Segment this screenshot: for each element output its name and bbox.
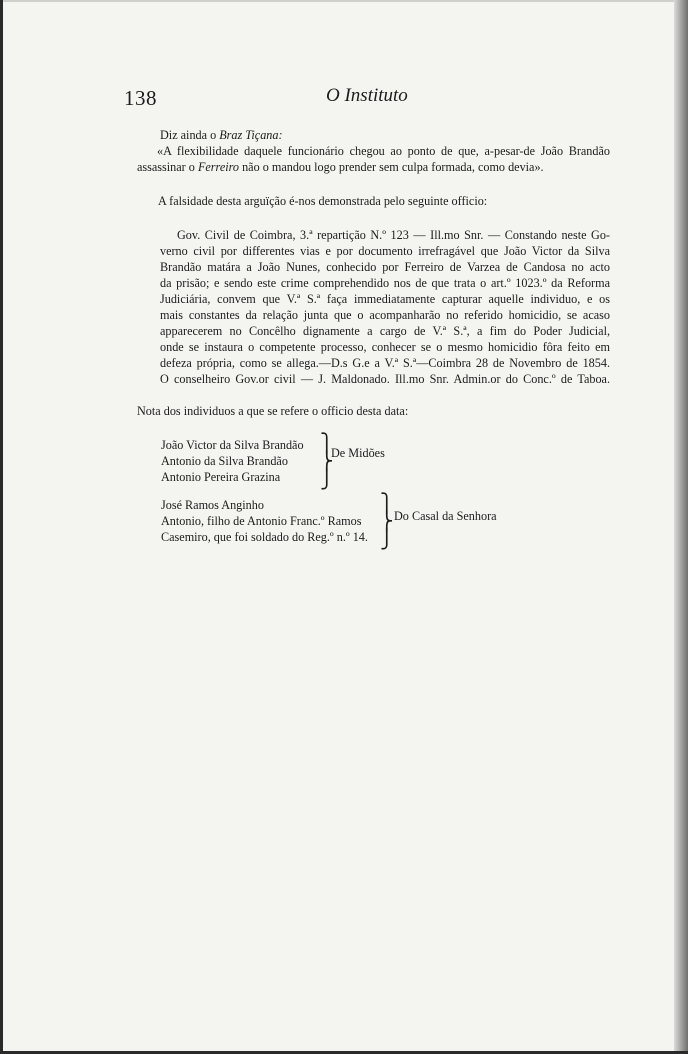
- officio-line: O conselheiro Gov.or civil — J. Maldonado. Ill.mo Snr. Admin.or do Conc.º de Taboa.: [160, 372, 610, 386]
- page-left-edge: [0, 0, 3, 1054]
- person-name: João Victor da Silva Brandão: [161, 438, 304, 452]
- person-name: Antonio da Silva Brandão: [161, 454, 288, 468]
- person-name: José Ramos Anginho: [161, 498, 264, 512]
- officio-line: Brandão matára a João Nunes, conhecido por Ferreiro de Varzea de Candosa no acto: [160, 260, 610, 274]
- brace-middle: ⎬: [320, 451, 334, 471]
- officio-line: verno civil por differentes vias e por documento irrefragável que João Victor da Silva: [160, 244, 610, 258]
- brace-bottom: ⎭: [320, 469, 334, 489]
- officio-line: da prisão; e sendo este crime comprehendido nos de que trata o art.º 1023.º da Reforma: [160, 276, 610, 290]
- place-label: Do Casal da Senhora: [394, 509, 497, 523]
- running-title: O Instituto: [326, 85, 408, 106]
- page-top-edge: [0, 0, 688, 2]
- page-fold-shadow: [674, 0, 688, 1054]
- officio-line: mais constantes da relação junta que o acompanharão no referido homicidio, se acaso: [160, 308, 610, 322]
- officio-line: defeza própria, como se allega.—D.s G.e a V.ª S.ª—Coimbra 28 de Novembro de 1854.: [160, 356, 610, 370]
- intro-text: Diz ainda o: [160, 128, 220, 142]
- officio-line: apparecerem no Concêlho dignamente a cargo de V.ª S.ª, a fim do Poder Judicial,: [160, 324, 610, 338]
- intro-line: [160, 127, 283, 143]
- person-name: Antonio, filho de Antonio Franc.º Ramos: [161, 514, 362, 528]
- falsity-statement: A falsidade desta arguïção é-nos demonstrada pelo seguinte officio:: [158, 194, 488, 208]
- brace-middle: ⎬: [380, 511, 394, 531]
- officio-line: onde se instaura o competente processo, conhecer se o mesmo homicidio fôra feito em: [160, 340, 610, 354]
- note-heading: Nota dos individuos a que se refere o officio desta data:: [137, 404, 409, 418]
- quote-line-1: «A flexibilidade daquele funcionário chegou ao ponto de que, a-pesar-de João Brandão: [157, 144, 610, 158]
- quote-emphasis: Ferreiro: [197, 160, 240, 174]
- officio-line: Gov. Civil de Coimbra, 3.ª repartição N.º 123 — Ill.mo Snr. — Constando neste Go-: [177, 228, 610, 242]
- page-number: 138: [124, 86, 157, 110]
- brace-bottom: ⎭: [380, 529, 394, 549]
- quote-text-a: assassinar o: [137, 160, 198, 174]
- place-label: De Midões: [331, 446, 385, 460]
- quote-text-b: não o mandou logo prender sem culpa formada, como devia».: [239, 160, 544, 174]
- intro-source-name: Braz Tiçana:: [219, 128, 283, 142]
- quote-line-2: [137, 159, 544, 175]
- officio-line: Judiciária, convem que V.ª S.ª faça immediatamente capturar aquelle individuo, e os: [160, 292, 610, 306]
- brace-top: ⎫: [320, 433, 334, 453]
- brace-top: ⎫: [380, 493, 394, 513]
- person-name: Casemiro, que foi soldado do Reg.º n.º 14.: [161, 530, 368, 544]
- person-name: Antonio Pereira Grazina: [161, 470, 281, 484]
